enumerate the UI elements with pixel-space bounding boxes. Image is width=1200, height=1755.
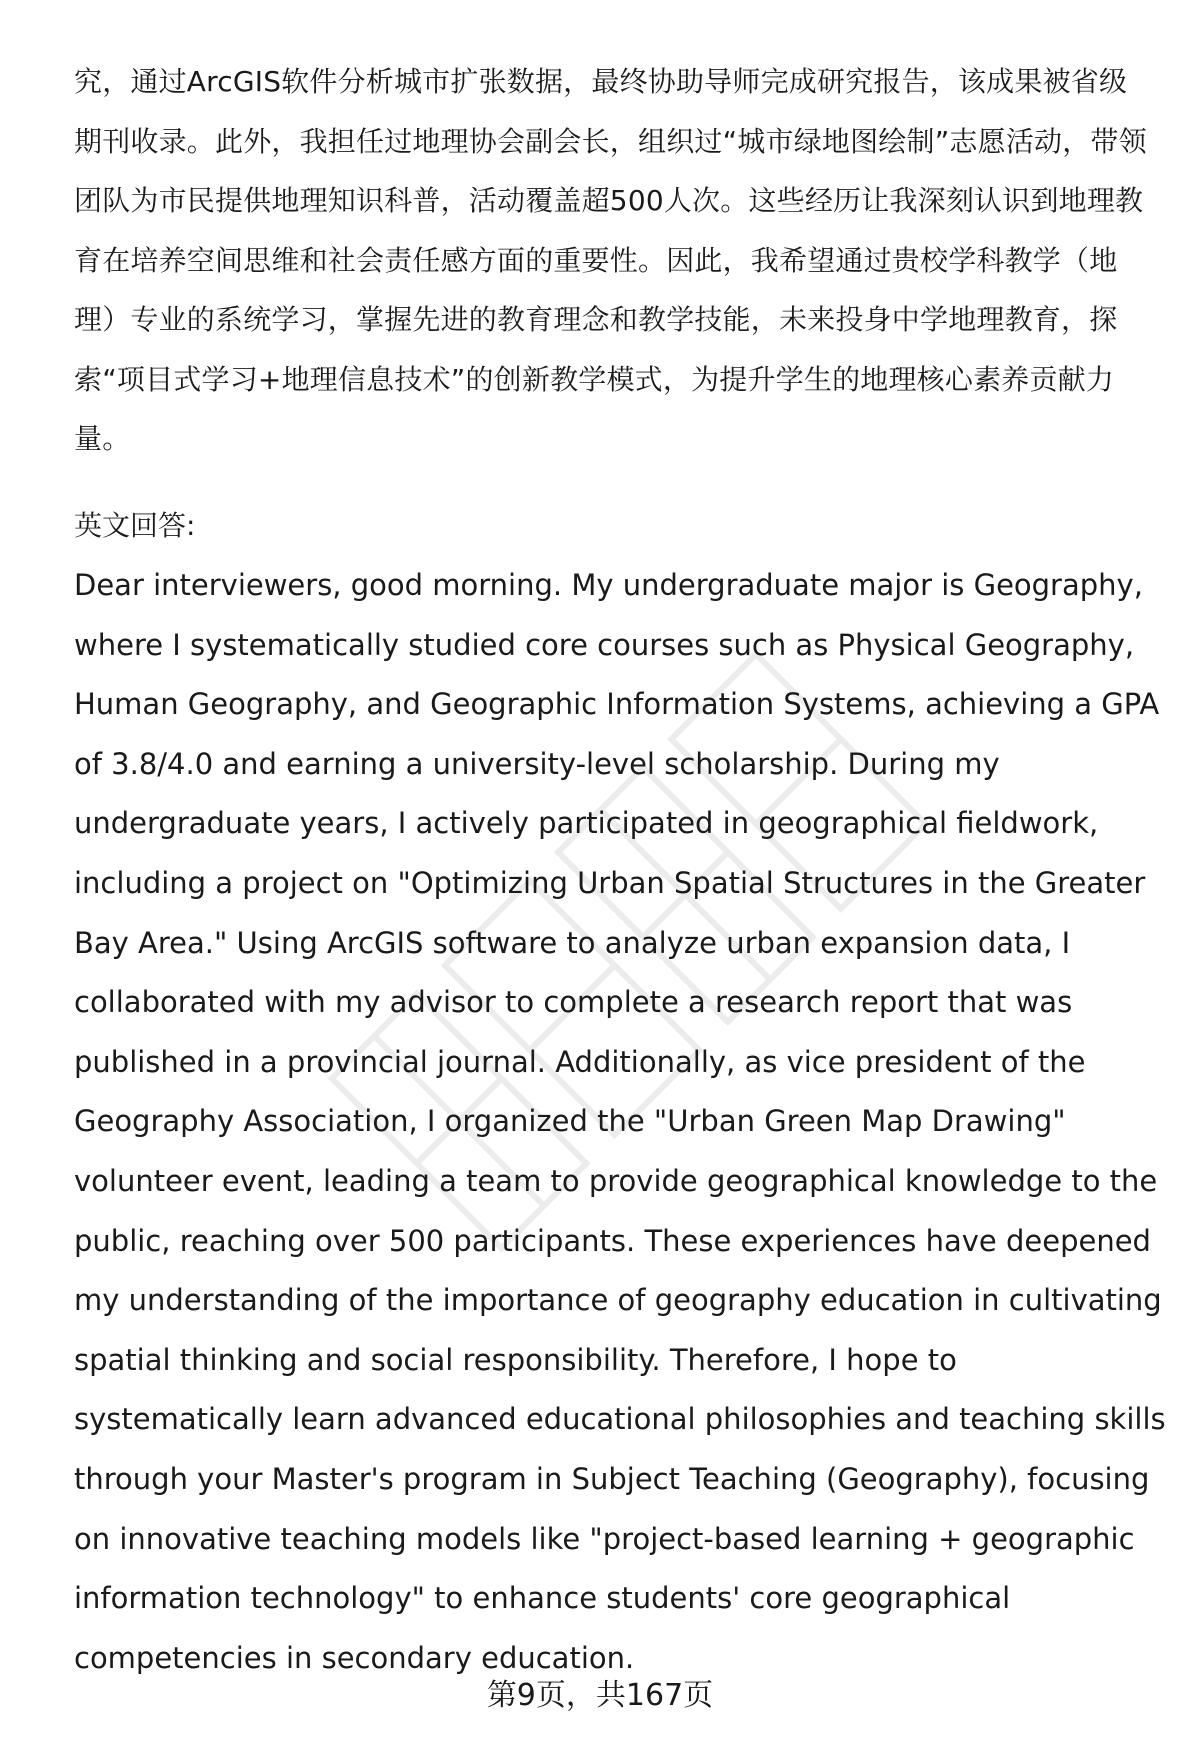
english-answer-paragraph: Dear interviewers, good morning. My undergraduate major is Geography, where I systematically studied core courses such as Physical Geography, Human Geography, and Geographic Information Systems, achieving a GPA of 3.8/4.0 and earning a university-level scholarship. During my undergraduate years, I actively participated in geographical fieldwork, including a project on "Optimizing Urban Spatial Structures in the Greater Bay Area." Using ArcGIS software to analyze urban expansion data, I collaborated with my advisor to complete a research report that was published in a provincial journal. Additionally, as vice president of the Geography Association, I organized the "Urban Green Map Drawing" volunteer event, leading a team to provide geographical knowledge to the public, reaching over 500 participants. These experiences have deepened my understanding of the importance of geography education in cultivating spatial thinking and social responsibility. Therefore, I hope to systematically learn advanced educational philosophies and teaching skills through your Master's program in Subject Teaching (Geography), focusing on innovative teaching models like "project-based learning + geographic information technology" to enhance students' core geographical competencies in secondary education.: [74, 568, 1166, 1675]
chinese-answer-paragraph: 究，通过ArcGIS软件分析城市扩张数据，最终协助导师完成研究报告，该成果被省级期刊收录。此外，我担任过地理协会副会长，组织过“城市绿地图绘制”志愿活动，带领团队为市民提供地理知识科普，活动覆盖超500人次。这些经历让我深刻认识到地理教育在培养空间思维和社会责任感方面的重要性。因此，我希望通过贵校学科教学（地理）专业的系统学习，掌握先进的教育理念和教学技能，未来投身中学地理教育，探索“项目式学习+地理信息技术”的创新教学模式，为提升学生的地理核心素养贡献力量。: [74, 65, 1147, 455]
english-answer-label: 英文回答:: [74, 509, 196, 542]
page-indicator: 第9页，共167页: [486, 1678, 714, 1713]
